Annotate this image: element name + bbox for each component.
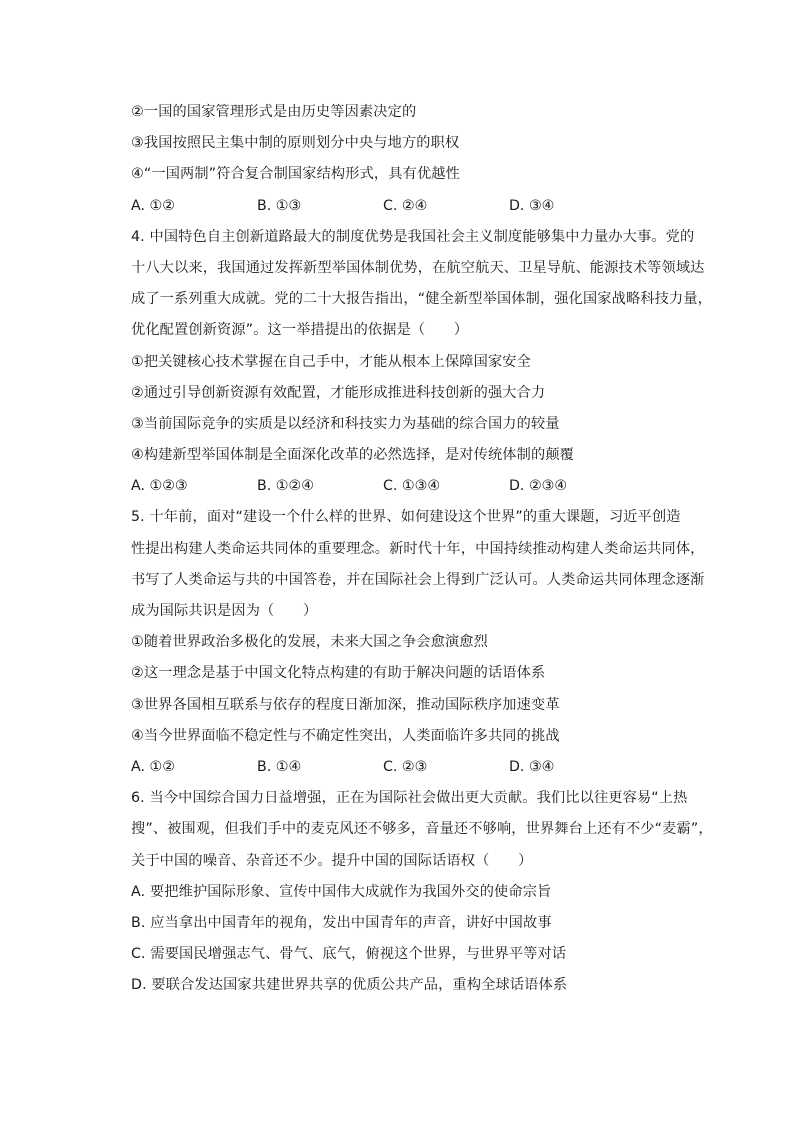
q5-stem-line-4: 成为国际共识是因为（ ）	[131, 603, 318, 619]
q6-option-c: C. 需要国民增强志气、骨气、底气，俯视这个世界，与世界平等对话	[131, 946, 567, 963]
q6-option-b: B. 应当拿出中国青年的视角，发出中国青年的声音，讲好中国故事	[131, 914, 552, 931]
q5-statement-4: ④当今世界面临不稳定性与不确定性突出，人类面临许多共同的挑战	[131, 727, 560, 744]
q4-stem-line-3: 成了一系列重大成就。党的二十大报告指出，“健全新型举国体制，强化国家战略科技力量，	[131, 291, 713, 308]
q4-option-d: D. ②③④	[509, 478, 568, 495]
q5-stem-line-1: 5. 十年前，面对“建设一个什么样的世界、如何建设这个世界”的重大课题，习近平创造	[131, 509, 681, 526]
q3-option-a: A. ①②	[131, 197, 175, 214]
q6-option-a: A. 要把维护国际形象、宣传中国伟大成就作为我国外交的使命宗旨	[131, 883, 552, 900]
q4-statement-3: ③当前国际竞争的实质是以经济和科技实力为基础的综合国力的较量	[131, 415, 560, 432]
q5-option-a: A. ①②	[131, 758, 175, 775]
q4-stem-line-2: 十八大以来，我国通过发挥新型举国体制优势，在航空航天、卫星导航、能源技术等领域达	[131, 259, 705, 276]
q3-statement-3: ③我国按照民主集中制的原则划分中央与地方的职权	[131, 135, 460, 152]
q5-option-d: D. ③④	[509, 758, 555, 775]
q4-stem-line-4: 优化配置创新资源”。这一举措提出的依据是（ ）	[131, 322, 469, 339]
q5-stem-line-3: 书写了人类命运与共的中国答卷，并在国际社会上得到广泛认可。人类命运共同体理念逐渐	[131, 571, 705, 588]
q4-option-c: C. ①③④	[383, 478, 441, 495]
q3-option-b: B. ①③	[257, 197, 302, 214]
q5-option-c: C. ②③	[383, 758, 428, 775]
q3-option-d: D. ③④	[509, 197, 555, 214]
q6-stem-line-2: 搜”、被围观，但我们手中的麦克风还不够多，音量还不够响，世界舞台上还有不少“麦霸”，	[131, 821, 713, 838]
q5-statement-2: ②这一理念是基于中国文化特点构建的有助于解决问题的话语体系	[131, 665, 546, 682]
q3-statement-4: ④“一国两制”符合复合制国家结构形式，具有优越性	[131, 166, 460, 183]
q4-option-b: B. ①②④	[257, 478, 314, 495]
q3-options	[131, 191, 691, 222]
q5-statement-3: ③世界各国相互联系与依存的程度日渐加深，推动国际秩序加速变革	[131, 696, 560, 713]
q3-statement-2: ②一国的国家管理形式是由历史等因素决定的	[131, 104, 417, 120]
q6-stem-line-1: 6. 当今中国综合国力日益增强，正在为国际社会做出更大贡献。我们比以往更容易“上热	[131, 790, 688, 807]
q4-options	[131, 471, 691, 502]
q4-statement-4: ④构建新型举国体制是全面深化改革的必然选择，是对传统体制的颠覆	[131, 447, 574, 464]
q5-option-b: B. ①④	[257, 758, 302, 775]
q3-option-c: C. ②④	[383, 197, 428, 214]
exam-page	[131, 97, 713, 1001]
q4-statement-2: ②通过引导创新资源有效配置，才能形成推进科技创新的强大合力	[131, 384, 546, 401]
q6-stem-line-3: 关于中国的噪音、杂音还不少。提升中国的国际话语权（ ）	[131, 852, 533, 869]
q5-options	[131, 752, 691, 783]
q4-stem-line-1: 4. 中国特色自主创新道路最大的制度优势是我国社会主义制度能够集中力量办大事。党的	[131, 228, 695, 245]
q4-statement-1: ①把关键核心技术掌握在自己手中，才能从根本上保障国家安全	[131, 353, 531, 370]
q4-option-a: A. ①②③	[131, 478, 188, 495]
q5-stem-line-2: 性提出构建人类命运共同体的重要理念。新时代十年，中国持续推动构建人类命运共同体，	[131, 540, 705, 557]
q5-statement-1: ①随着世界政治多极化的发展，未来大国之争会愈演愈烈	[131, 634, 488, 651]
q6-option-d: D. 要联合发达国家共建世界共享的优质公共产品，重构全球话语体系	[131, 977, 568, 994]
